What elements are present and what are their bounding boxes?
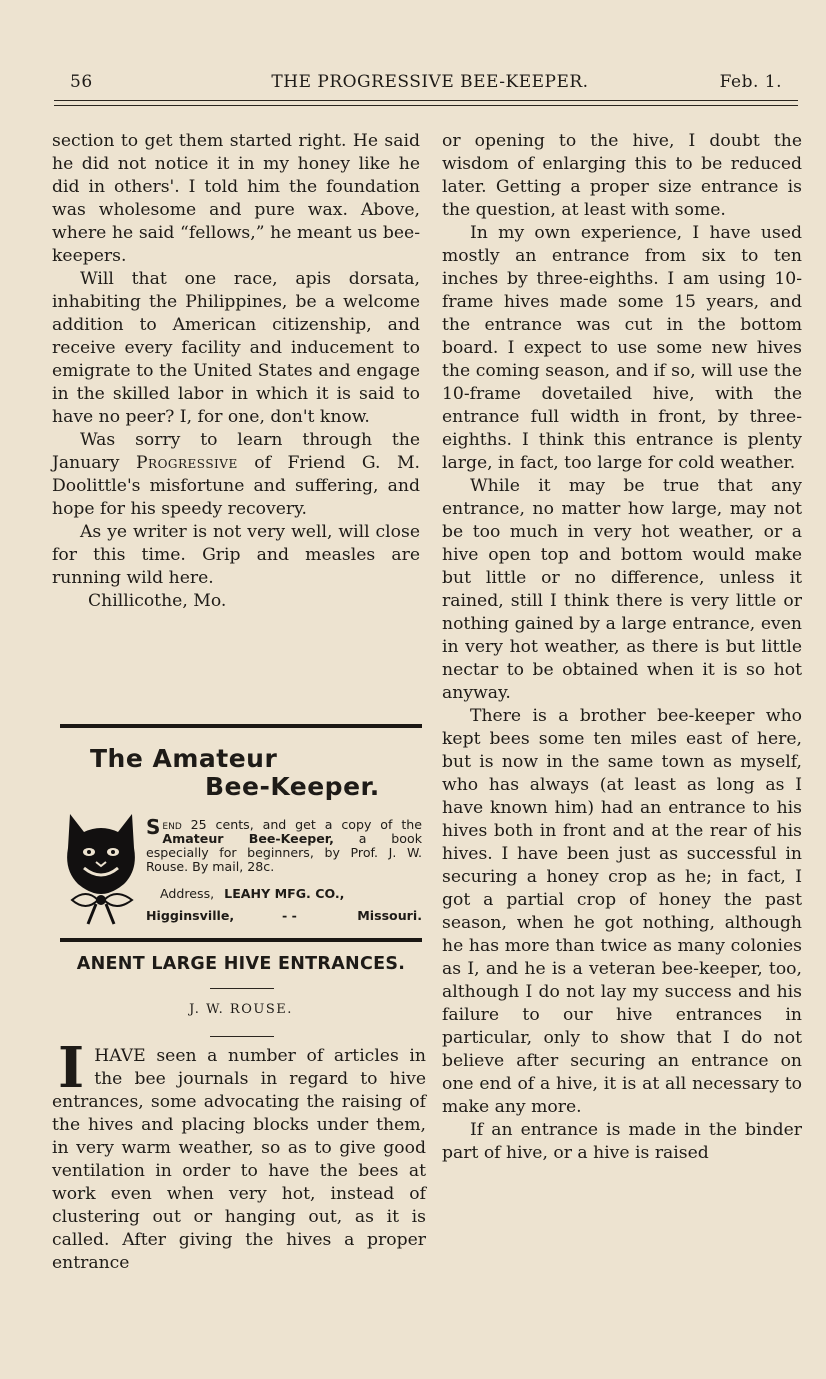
paragraph: There is a brother bee-keeper who kept bees some ten miles east of here, but is now in the same town as myself, who has always (at least as long as I have known him) had an entrance to his hives both in front and at the rear of his hives. I have been just as successful in securing a honey crop as he; in fact, I got a partial crop of honey the past season, when he got nothing, although he has more than twice as many colonies as I, and he is a veteran bee-keeper, too, although I do not lay my success and his failure to our hive entrances in particular, only to show that I do not believe after securing an entrance on one end of a hive, it is at all necessary to make any more.	[442, 706, 802, 1117]
article-author: J. W. ROUSE.	[189, 1002, 293, 1017]
ad-title-line2: Bee-Keeper.	[205, 772, 380, 801]
ad-send-word: end	[162, 817, 182, 832]
left-column	[52, 130, 420, 613]
paragraph: Will that one race, apis dorsata, inhabiting the Philippines, be a welcome addition to American citizenship, and receive every facility and inducement to emigrate to the United States and engage in the skilled labor in which it is said to have no peer? I, for one, don't know.	[52, 269, 420, 427]
issue-date: Feb. 1.	[719, 72, 782, 92]
paragraph	[52, 1035, 426, 1275]
article-body	[52, 1035, 426, 1275]
ad-dropcap: S	[146, 815, 161, 839]
ad-book-name: Amateur Bee-Keeper,	[162, 831, 334, 846]
text-run: 25 cents, and get a copy of the	[181, 817, 422, 832]
article-title: ANENT LARGE HIVE ENTRANCES.	[76, 954, 406, 974]
header-rule	[54, 100, 798, 106]
paragraph: or opening to the hive, I doubt the wisdom of enlarging this to be reduced later. Getting a proper size entrance is the question, at least with some.	[442, 131, 802, 220]
ad-state: Missouri.	[357, 908, 422, 923]
article-dropcap: I	[58, 1035, 85, 1101]
ad-company: LEAHY MFG. CO.,	[224, 886, 345, 901]
ad-city: Higginsville,	[146, 908, 235, 923]
paragraph: As ye writer is not very well, will close for this time. Grip and measles are running wild here.	[52, 522, 420, 588]
paragraph	[52, 429, 420, 521]
black-cat-with-bow-icon	[62, 808, 140, 928]
ad-address	[160, 886, 422, 901]
divider	[210, 988, 274, 989]
journal-name: Progressive	[135, 453, 238, 473]
paragraph: If an entrance is made in the binder part of hive, or a hive is raised	[442, 1120, 802, 1163]
signoff: Chillicothe, Mo.	[88, 591, 227, 611]
ad-title-line1: The Amateur	[90, 744, 278, 773]
paragraph: While it may be true that any entrance, no matter how large, may not be too much in very hot weather, or a hive open top and bottom would make but little or no difference, unless it rained, still I think there is very little or nothing gained by a large entrance, even in very hot weather, as there is but little nectar to be obtained when it is so hot anyway.	[442, 476, 802, 703]
ad-body-text	[146, 815, 423, 874]
right-column	[442, 130, 802, 1165]
ad-address-label: Address,	[160, 886, 215, 901]
ad-dashes: - -	[282, 908, 297, 923]
divider	[210, 1036, 274, 1037]
text-run: Was sorry to learn through the January	[52, 430, 420, 473]
text-run: a book especially for beginners, by Prof. J. W. Rouse. By mail, 28c.	[146, 831, 423, 874]
journal-title: THE PROGRESSIVE BEE-KEEPER.	[271, 72, 589, 92]
text-run: HAVE seen a number of articles in the bee journals in regard to hive entrances, some advocating the raising of the hives and placing blocks under them, in very warm weather, so as to give good ventilation in order to have the bees at work even when very hot, instead of clustering out or hanging out, as it is called. After giving the hives a proper entrance	[52, 1046, 426, 1273]
page-header	[60, 70, 800, 96]
text-run: of Friend G. M. Doolittle's misfortune and suffering, and hope for his speedy recovery.	[52, 453, 421, 519]
paragraph: In my own experience, I have used mostly an entrance from six to ten inches by three-eighths. I am using 10-frame hives made some 15 years, and the entrance was cut in the bottom board. I expect to use some new hives the coming season, and if so, will use the 10-frame dovetailed hive, with the entrance full width in front, by three-eighths. I think this entrance is plenty large, in fact, too large for cold weather.	[442, 223, 802, 473]
paragraph: section to get them started right. He said he did not notice it in my honey like he did in others'. I told him the foundation was wholesome and pure wax. Above, where he said “fellows,” he meant us bee-keepers.	[52, 131, 420, 266]
advertisement	[60, 724, 422, 942]
page-number: 56	[70, 72, 93, 92]
